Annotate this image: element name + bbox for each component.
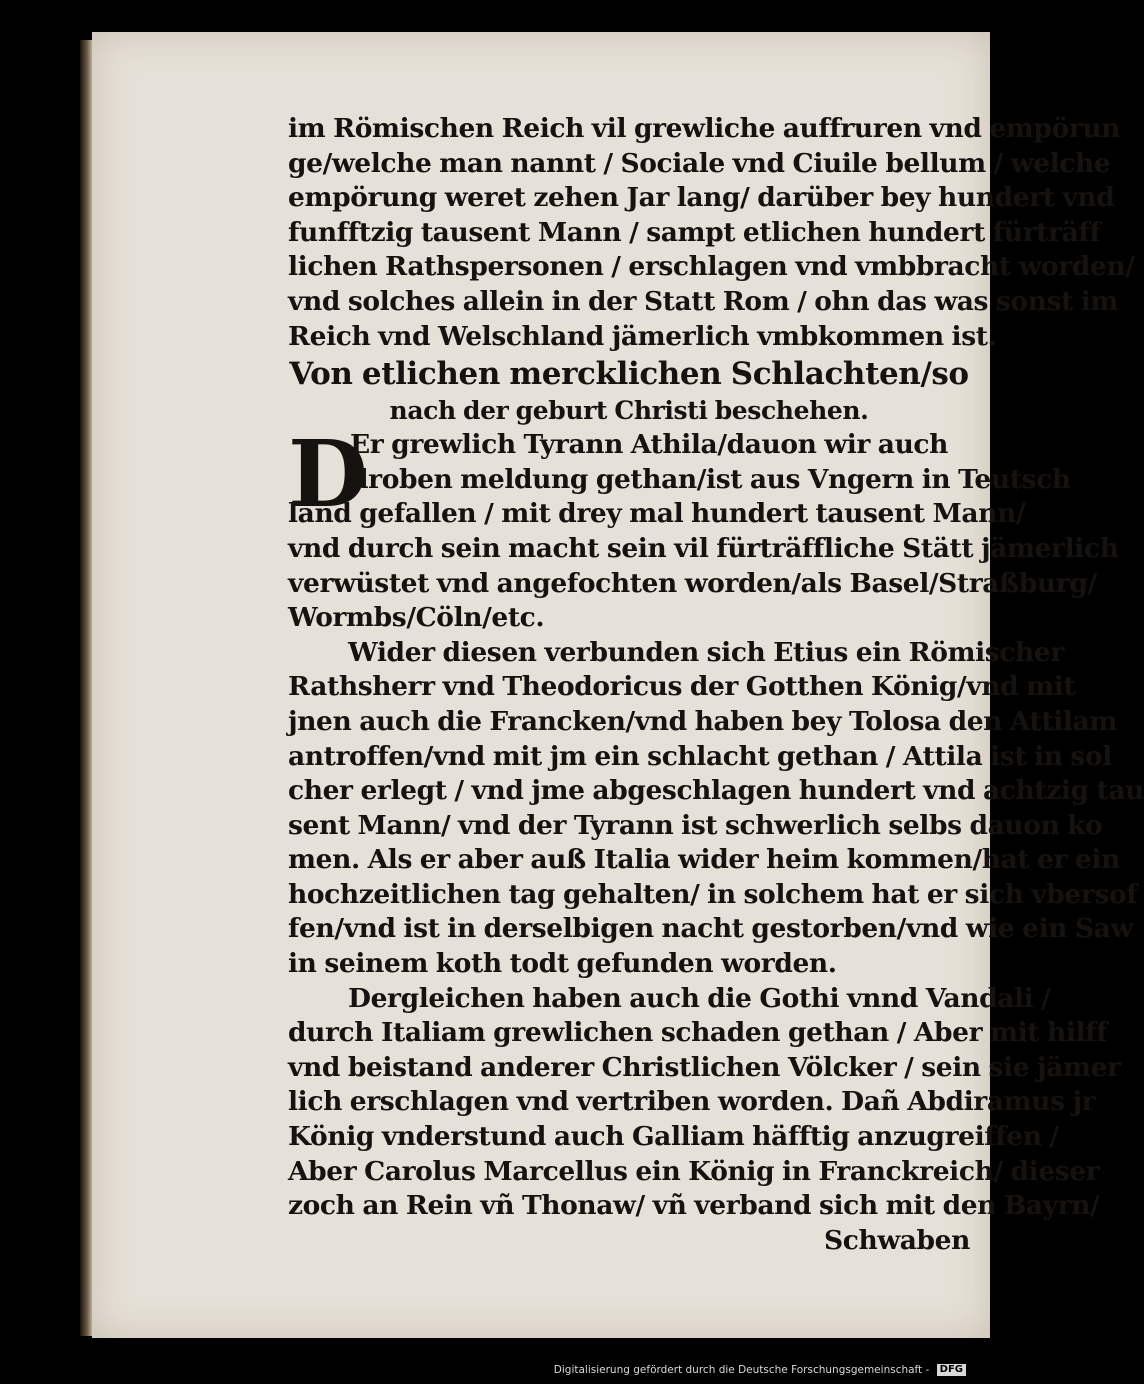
text-line: Wider diesen verbunden sich Etius ein Römischer xyxy=(348,636,1064,668)
text-line: ge/welche man nannt / Sociale vnd Ciuile bellum / welche xyxy=(288,147,1111,179)
text-line: funfftzig tausent Mann / sampt etlichen hundert fürträff xyxy=(288,216,1101,248)
dfg-logo: DFG xyxy=(937,1364,966,1376)
footer-text: Digitalisierung gefördert durch die Deutsche Forschungsgemeinschaft - xyxy=(553,1364,930,1376)
text-line: jnen auch die Francken/vnd haben bey Tolosa den Attilam xyxy=(288,705,1117,737)
text-line: lichen Rathspersonen / erschlagen vnd vmbbracht worden/ xyxy=(288,251,1135,283)
text-line: vnd durch sein macht sein vil fürträffliche Stätt jämerlich xyxy=(288,532,1119,564)
catchword: Schwaben xyxy=(824,1224,970,1256)
text-line: lich erschlagen vnd vertriben worden. Dañ Abdiramus jr xyxy=(288,1086,1096,1118)
text-line: verwüstet vnd angefochten worden/als Basel/Straßburg/ xyxy=(288,567,1097,599)
text-line: vnd beistand anderer Christlichen Völcker / sein sie jämer xyxy=(288,1051,1121,1083)
text-line: droben meldung gethan/ist aus Vngern in Teutsch xyxy=(350,463,1071,495)
digitization-footer xyxy=(554,1364,966,1376)
drop-cap-initial: D xyxy=(288,420,368,528)
text-line: Rathsherr vnd Theodoricus der Gotthen König/vnd mit xyxy=(288,671,1076,703)
page-text xyxy=(288,112,1144,1258)
text-line: men. Als er aber auß Italia wider heim kommen/hat er ein xyxy=(288,844,1120,876)
text-line: Dergleichen haben auch die Gothi vnnd Vandali / xyxy=(348,982,1051,1014)
text-line: Wormbs/Cöln/etc. xyxy=(288,602,545,634)
text-line: land gefallen / mit drey mal hundert tausent Mann/ xyxy=(288,498,1026,530)
text-line: cher erlegt / vnd jme abgeschlagen hundert vnd achtzig tau xyxy=(288,775,1144,807)
text-line: fen/vnd ist in derselbigen nacht gestorben/vnd wie ein Saw xyxy=(288,913,1133,945)
text-line: im Römischen Reich vil grewliche auffruren vnd empörun xyxy=(288,113,1121,144)
text-line: König vnderstund auch Galliam häfftig anzugreiffen / xyxy=(288,1121,1059,1153)
text-line: antroffen/vnd mit jm ein schlacht gethan / Attila ist in sol xyxy=(288,740,1112,772)
text-line: Er grewlich Tyrann Athila/dauon wir auch xyxy=(350,429,949,461)
text-line: Aber Carolus Marcellus ein König in Franckreich/ dieser xyxy=(288,1155,1100,1187)
text-line: Reich vnd Welschland jämerlich vmbkommen ist. xyxy=(288,320,997,352)
text-line: in seinem koth todt gefunden worden. xyxy=(288,948,837,980)
text-line: sent Mann/ vnd der Tyrann ist schwerlich selbs dauon ko xyxy=(288,809,1103,841)
text-line: vnd solches allein in der Statt Rom / ohn das was sonst im xyxy=(288,285,1119,317)
section-heading: Von etlichen mercklichen Schlachten/so xyxy=(289,356,969,393)
text-line: durch Italiam grewlichen schaden gethan / Aber mit hilff xyxy=(288,1017,1108,1049)
text-line: zoch an Rein vñ Thonaw/ vñ verband sich mit den Bayrn/ xyxy=(288,1190,1100,1222)
text-line: hochzeitlichen tag gehalten/ in solchem hat er sich vbersof xyxy=(288,878,1138,910)
section-subheading: nach der geburt Christi beschehen. xyxy=(389,396,869,426)
text-line: empörung weret zehen Jar lang/ darüber bey hundert vnd xyxy=(288,182,1115,214)
